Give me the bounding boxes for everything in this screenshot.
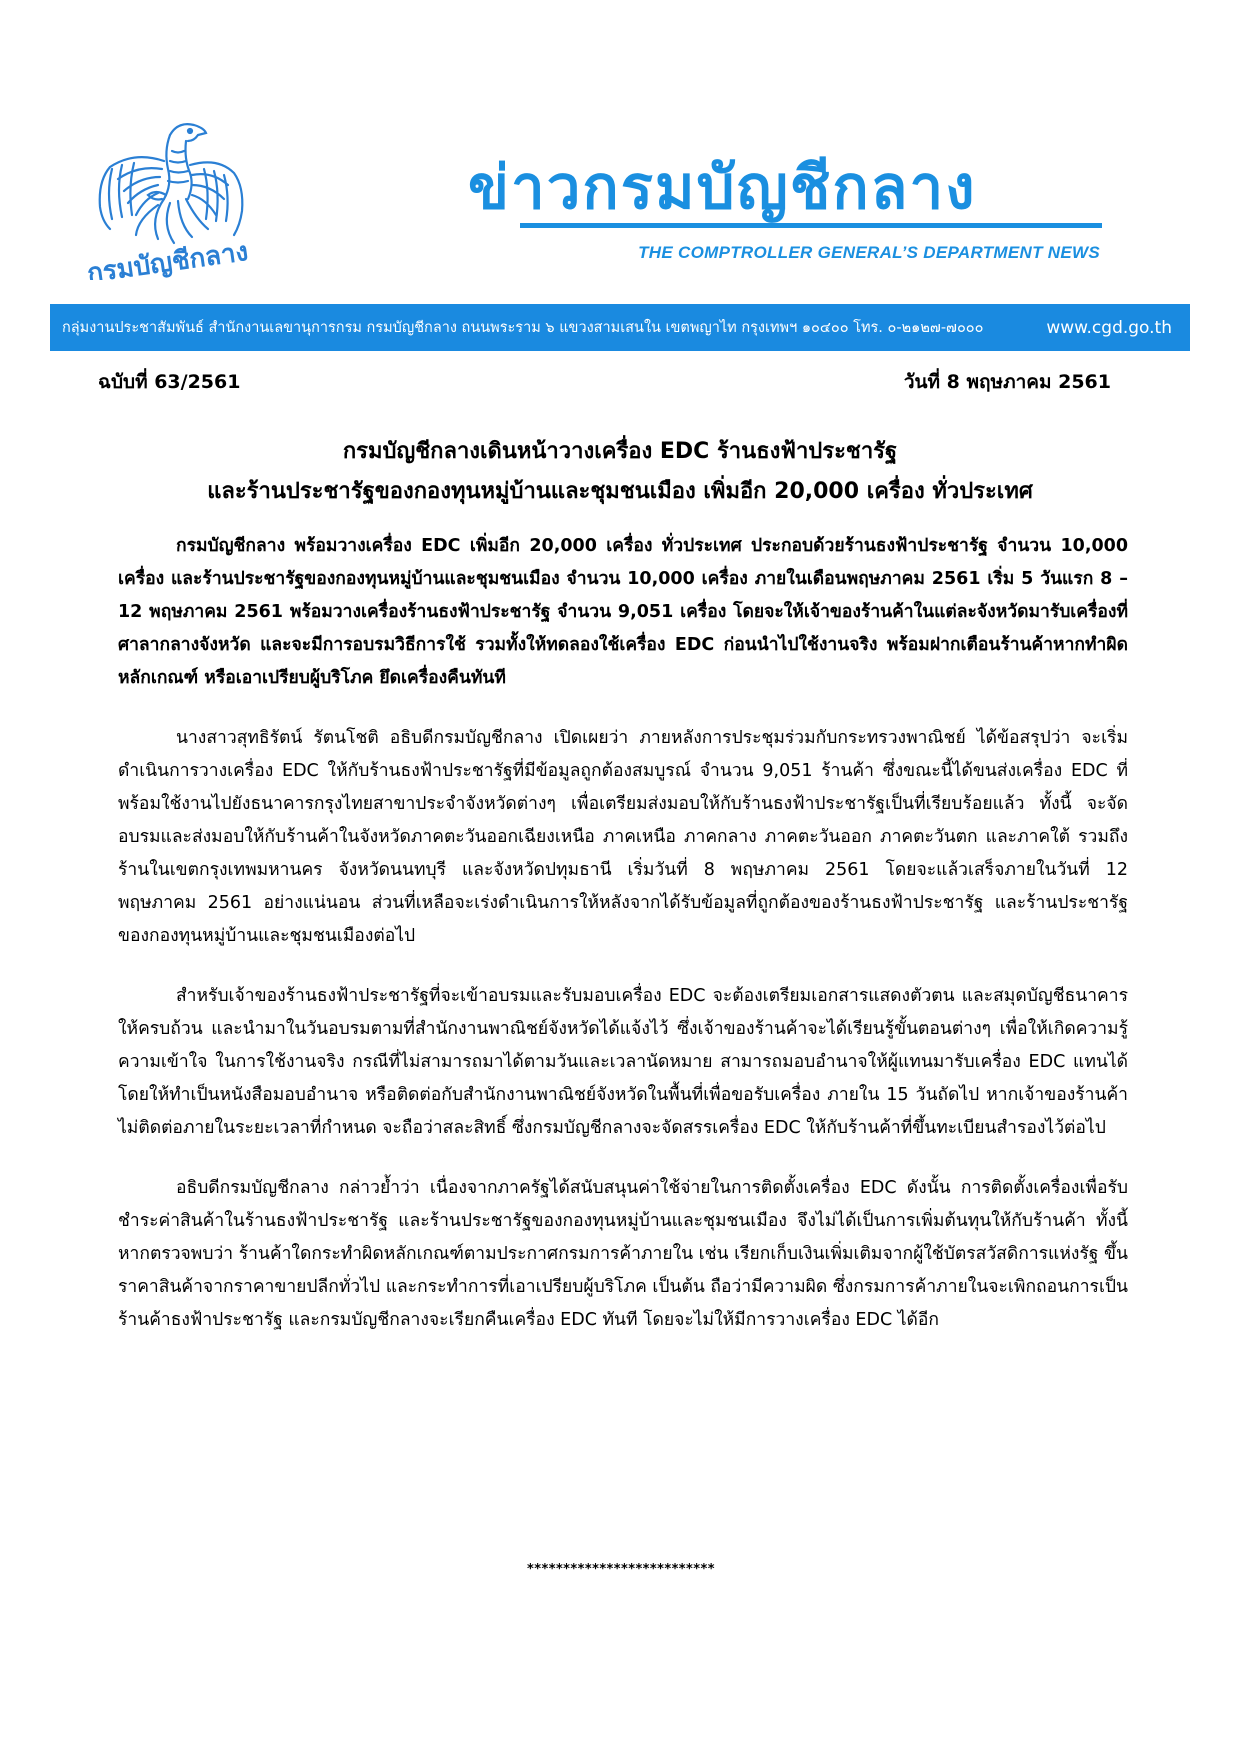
headline-line-1: กรมบัญชีกลางเดินหน้าวางเครื่อง EDC ร้านธงฟ้าประชารัฐ [342, 439, 898, 464]
article-body [118, 530, 1128, 1364]
masthead-subtitle: THE COMPTROLLER GENERAL’S DEPARTMENT NEWS [638, 243, 1100, 262]
garuda-logo [78, 95, 258, 280]
masthead-title: ข่าวกรมบัญชีกลาง [468, 153, 977, 223]
logo-text: กรมบัญชีกลาง [85, 236, 251, 280]
end-marker: ************************** [526, 1562, 715, 1577]
body-paragraph: นางสาวสุทธิรัตน์ รัตนโชติ อธิบดีกรมบัญชีกลาง เปิดเผยว่า ภายหลังการประชุมร่วมกับกระทรวงพาณิชย์ ได้ข้อสรุปว่า จะเริ่มดำเนินการวางเครื่อง EDC ให้กับร้านธงฟ้าประชารัฐที่มีข้อมูลถูกต้องสมบูรณ์ จำนวน 9,051 ร้านค้า ซึ่งขณะนี้ได้ขนส่งเครื่อง EDC ที่พร้อมใช้งานไปยังธนาคารกรุงไทยสาขาประจำจังหวัดต่างๆ เพื่อเตรียมส่งมอบให้กับร้านธงฟ้าประชารัฐเป็นที่เรียบร้อยแล้ว ทั้งนี้ จะจัดอบรมและส่งมอบให้กับร้านค้าในจังหวัดภาคตะวันออกเฉียงเหนือ ภาคเหนือ ภาคกลาง ภาคตะวันออก ภาคตะวันตก และภาคใต้ รวมถึงร้านในเขตกรุงเทพมหานคร จังหวัดนนทบุรี และจังหวัดปทุมธานี เริ่มวันที่ 8 พฤษภาคม 2561 โดยจะแล้วเสร็จภายในวันที่ 12 พฤษภาคม 2561 อย่างแน่นอน ส่วนที่เหลือจะเร่งดำเนินการให้หลังจากได้รับข้อมูลที่ถูกต้องของร้านธงฟ้าประชารัฐ และร้านประชารัฐของกองทุนหมู่บ้านและชุมชนเมืองต่อไป [118, 728, 1128, 946]
issue-number: ฉบับที่ 63/2561 [98, 371, 241, 393]
body-paragraph: สำหรับเจ้าของร้านธงฟ้าประชารัฐที่จะเข้าอบรมและรับมอบเครื่อง EDC จะต้องเตรียมเอกสารแสดงตัวตน และสมุดบัญชีธนาคาร ให้ครบถ้วน และนำมาในวันอบรมตามที่สำนักงานพาณิชย์จังหวัดได้แจ้งไว้ ซึ่งเจ้าของร้านค้าจะได้เรียนรู้ขั้นตอนต่างๆ เพื่อให้เกิดความรู้ ความเข้าใจ ในการใช้งานจริง กรณีที่ไม่สามารถมาได้ตามวันและเวลานัดหมาย สามารถมอบอำนาจให้ผู้แทนมารับเครื่อง EDC แทนได้ โดยให้ทำเป็นหนังสือมอบอำนาจ หรือติดต่อกับสำนักงานพาณิชย์จังหวัดในพื้นที่เพื่อขอรับเครื่อง ภายใน 15 วันถัดไป หากเจ้าของร้านค้าไม่ติดต่อภายในระยะเวลาที่กำหนด จะถือว่าสละสิทธิ์ ซึ่งกรมบัญชีกลางจะจัดสรรเครื่อง EDC ให้กับร้านค้าที่ขึ้นทะเบียนสำรองไว้ต่อไป [118, 986, 1128, 1138]
headline-line-2: และร้านประชารัฐของกองทุนหมู่บ้านและชุมชนเมือง เพิ่มอีก 20,000 เครื่อง ทั่วประเทศ [207, 479, 1033, 504]
garuda-emblem-icon [78, 95, 258, 280]
contact-address: กลุ่มงานประชาสัมพันธ์ สำนักงานเลขานุการกรม กรมบัญชีกลาง ถนนพระราม ๖ แขวงสามเสนใน เขตพญาไท กรุงเทพฯ ๑๐๔๐๐ โทร. ๐-๒๑๒๗-๗๐๐๐ [62, 320, 984, 336]
website-link[interactable]: www.cgd.go.th [1046, 317, 1172, 338]
body-paragraph: อธิบดีกรมบัญชีกลาง กล่าวย้ำว่า เนื่องจากภาครัฐได้สนับสนุนค่าใช้จ่ายในการติดตั้งเครื่อง EDC ดังนั้น การติดตั้งเครื่องเพื่อรับชำระค่าสินค้าในร้านธงฟ้าประชารัฐ และร้านประชารัฐของกองทุนหมู่บ้านและชุมชนเมือง จึงไม่ได้เป็นการเพิ่มต้นทุนให้กับร้านค้า ทั้งนี้หากตรวจพบว่า ร้านค้าใดกระทำผิดหลักเกณฑ์ตามประกาศกรมการค้าภายใน เช่น เรียกเก็บเงินเพิ่มเติมจากผู้ใช้บัตรสวัสดิการแห่งรัฐ ขึ้นราคาสินค้าจากราคาขายปลีกทั่วไป และกระทำการที่เอาเปรียบผู้บริโภค เป็นต้น ถือว่ามีความผิด ซึ่งกรมการค้าภายในจะเพิกถอนการเป็นร้านค้าธงฟ้าประชารัฐ และกรมบัญชีกลางจะเรียกคืนเครื่อง EDC ทันที โดยจะไม่ให้มีการวางเครื่อง EDC ได้อีก [118, 1178, 1128, 1330]
issue-date: วันที่ 8 พฤษภาคม 2561 [903, 371, 1111, 393]
masthead-rule [520, 223, 1102, 228]
lead-paragraph: กรมบัญชีกลาง พร้อมวางเครื่อง EDC เพิ่มอีก 20,000 เครื่อง ทั่วประเทศ ประกอบด้วยร้านธงฟ้าประชารัฐ จำนวน 10,000 เครื่อง และร้านประชารัฐของกองทุนหมู่บ้านและชุมชนเมือง จำนวน 10,000 เครื่อง ภายในเดือนพฤษภาคม 2561 เริ่ม 5 วันแรก 8 – 12 พฤษภาคม 2561 พร้อมวางเครื่องร้านธงฟ้าประชารัฐ จำนวน 9,051 เครื่อง โดยจะให้เจ้าของร้านค้าในแต่ละจังหวัดมารับเครื่องที่ศาลากลางจังหวัด และจะมีการอบรมวิธีการใช้ รวมทั้งให้ทดลองใช้เครื่อง EDC ก่อนนำไปใช้งานจริง พร้อมฝากเตือนร้านค้าหากทำผิดหลักเกณฑ์ หรือเอาเปรียบผู้บริโภค ยึดเครื่องคืนทันที [118, 536, 1128, 688]
contact-band [50, 304, 1190, 351]
headline [60, 432, 1180, 512]
